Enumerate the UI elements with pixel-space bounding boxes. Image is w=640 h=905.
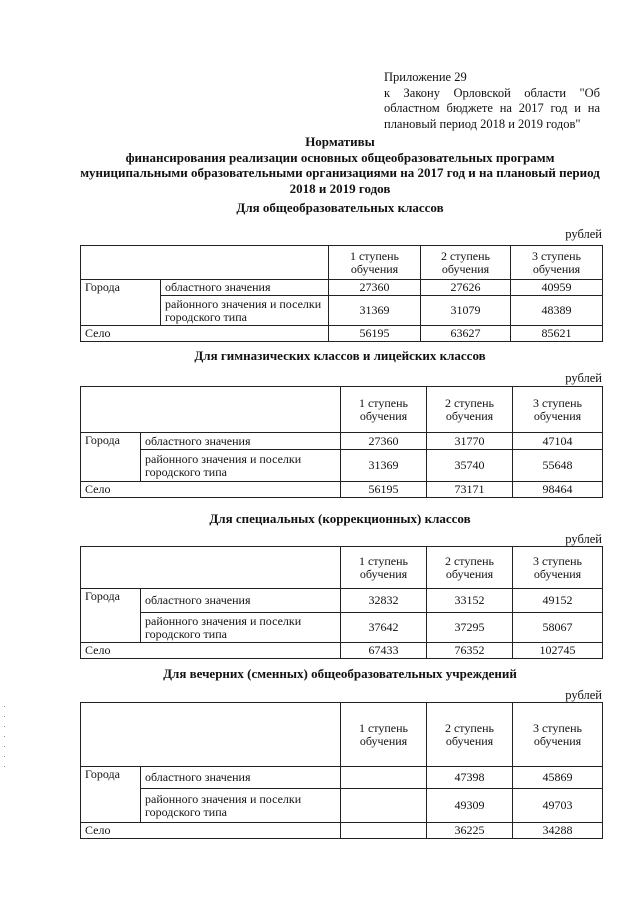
header-cell: 1 ступень обучения bbox=[341, 547, 427, 589]
value-cell: 56195 bbox=[329, 326, 421, 342]
value-cell: 47398 bbox=[427, 767, 513, 789]
header-cell: 1 ступень обучения bbox=[341, 387, 427, 433]
value-cell: 37295 bbox=[427, 613, 513, 643]
value-cell: 56195 bbox=[341, 482, 427, 498]
section-heading: Для общеобразовательных классов bbox=[236, 200, 444, 215]
title-line: 2018 и 2019 годов bbox=[289, 180, 391, 196]
value-cell: 35740 bbox=[427, 450, 513, 482]
value-cell: 63627 bbox=[421, 326, 511, 342]
value-cell: 31369 bbox=[329, 296, 421, 326]
row-label: областного значения bbox=[141, 767, 341, 789]
value-cell: 33152 bbox=[427, 589, 513, 613]
city-label: Города bbox=[81, 589, 141, 643]
appendix-note bbox=[384, 70, 600, 132]
header-cell: 2 ступень обучения bbox=[427, 547, 513, 589]
unit-label: рублей bbox=[565, 688, 602, 702]
title-line: Нормативы bbox=[305, 134, 375, 149]
header-blank bbox=[81, 703, 341, 767]
row-label: районного значения и поселки городского типа bbox=[141, 789, 341, 823]
city-label: Города bbox=[81, 767, 141, 823]
value-cell: 85621 bbox=[511, 326, 603, 342]
value-cell: 49152 bbox=[513, 589, 603, 613]
value-cell: 34288 bbox=[513, 823, 603, 839]
table-header-row bbox=[81, 547, 603, 589]
section-heading: Для специальных (коррекционных) классов bbox=[209, 511, 471, 526]
appendix-line: к Закону Орловской области "Об bbox=[384, 85, 600, 100]
table-row bbox=[81, 482, 603, 498]
norms-table-gymnasium bbox=[80, 386, 603, 498]
unit-label: рублей bbox=[565, 227, 602, 241]
row-label: районного значения и поселки городского типа bbox=[161, 296, 329, 326]
norms-table-evening bbox=[80, 702, 603, 839]
table-header-row bbox=[81, 703, 603, 767]
value-cell: 73171 bbox=[427, 482, 513, 498]
header-cell: 2 ступень обучения bbox=[427, 387, 513, 433]
header-blank bbox=[81, 387, 341, 433]
value-cell: 49703 bbox=[513, 789, 603, 823]
table-row bbox=[81, 450, 603, 482]
value-cell: 32832 bbox=[341, 589, 427, 613]
table-row bbox=[81, 789, 603, 823]
value-cell: 49309 bbox=[427, 789, 513, 823]
value-cell: 36225 bbox=[427, 823, 513, 839]
value-cell: 31079 bbox=[421, 296, 511, 326]
value-cell: 48389 bbox=[511, 296, 603, 326]
norms-table-general bbox=[80, 245, 603, 342]
margin-dots bbox=[4, 706, 6, 776]
header-blank bbox=[81, 547, 341, 589]
header-cell: 3 ступень обучения bbox=[513, 387, 603, 433]
value-cell: 76352 bbox=[427, 643, 513, 659]
table-row bbox=[81, 433, 603, 450]
header-blank bbox=[81, 246, 329, 280]
row-label: областного значения bbox=[161, 280, 329, 296]
header-cell: 2 ступень обучения bbox=[427, 703, 513, 767]
header-cell: 1 ступень обучения bbox=[341, 703, 427, 767]
value-cell: 55648 bbox=[513, 450, 603, 482]
table-row bbox=[81, 767, 603, 789]
table-row bbox=[81, 280, 603, 296]
header-cell: 3 ступень обучения bbox=[513, 703, 603, 767]
value-cell: 27360 bbox=[341, 433, 427, 450]
section-heading: Для гимназических классов и лицейских классов bbox=[194, 348, 486, 363]
table-row bbox=[81, 326, 603, 342]
row-label: Село bbox=[81, 326, 329, 342]
city-label: Города bbox=[81, 433, 141, 482]
header-cell: 3 ступень обучения bbox=[513, 547, 603, 589]
appendix-line: Приложение 29 bbox=[384, 70, 467, 84]
table-header-row bbox=[81, 246, 603, 280]
table-row bbox=[81, 613, 603, 643]
row-label: районного значения и поселки городского типа bbox=[141, 450, 341, 482]
row-label: Село bbox=[81, 643, 341, 659]
header-cell: 1 ступень обучения bbox=[329, 246, 421, 280]
row-label: областного значения bbox=[141, 589, 341, 613]
value-cell: 40959 bbox=[511, 280, 603, 296]
header-cell: 2 ступень обучения bbox=[421, 246, 511, 280]
title-line: муниципальными образовательными организациями на 2017 год и на плановый период bbox=[80, 165, 600, 180]
row-label: Село bbox=[81, 482, 341, 498]
row-label: районного значения и поселки городского типа bbox=[141, 613, 341, 643]
appendix-line: областном бюджете на 2017 год и на bbox=[384, 101, 600, 115]
city-label: Города bbox=[81, 280, 161, 326]
row-label: Село bbox=[81, 823, 341, 839]
header-cell: 3 ступень обучения bbox=[511, 246, 603, 280]
value-cell: 27626 bbox=[421, 280, 511, 296]
value-cell bbox=[341, 823, 427, 839]
value-cell bbox=[341, 789, 427, 823]
value-cell: 58067 bbox=[513, 613, 603, 643]
value-cell: 67433 bbox=[341, 643, 427, 659]
value-cell: 27360 bbox=[329, 280, 421, 296]
table-header-row bbox=[81, 387, 603, 433]
row-label: областного значения bbox=[141, 433, 341, 450]
value-cell: 31369 bbox=[341, 450, 427, 482]
value-cell: 102745 bbox=[513, 643, 603, 659]
table-row bbox=[81, 643, 603, 659]
value-cell: 37642 bbox=[341, 613, 427, 643]
value-cell: 98464 bbox=[513, 482, 603, 498]
appendix-line: плановый период 2018 и 2019 годов" bbox=[384, 116, 581, 131]
title-line: финансирования реализации основных общеобразовательных программ bbox=[125, 149, 555, 165]
value-cell bbox=[341, 767, 427, 789]
unit-label: рублей bbox=[565, 532, 602, 546]
value-cell: 31770 bbox=[427, 433, 513, 450]
norms-table-special bbox=[80, 546, 603, 659]
value-cell: 45869 bbox=[513, 767, 603, 789]
section-heading: Для вечерних (сменных) общеобразовательных учреждений bbox=[163, 666, 517, 681]
unit-label: рублей bbox=[565, 371, 602, 385]
value-cell: 47104 bbox=[513, 433, 603, 450]
table-row bbox=[81, 589, 603, 613]
document-title bbox=[70, 134, 610, 196]
table-row bbox=[81, 823, 603, 839]
